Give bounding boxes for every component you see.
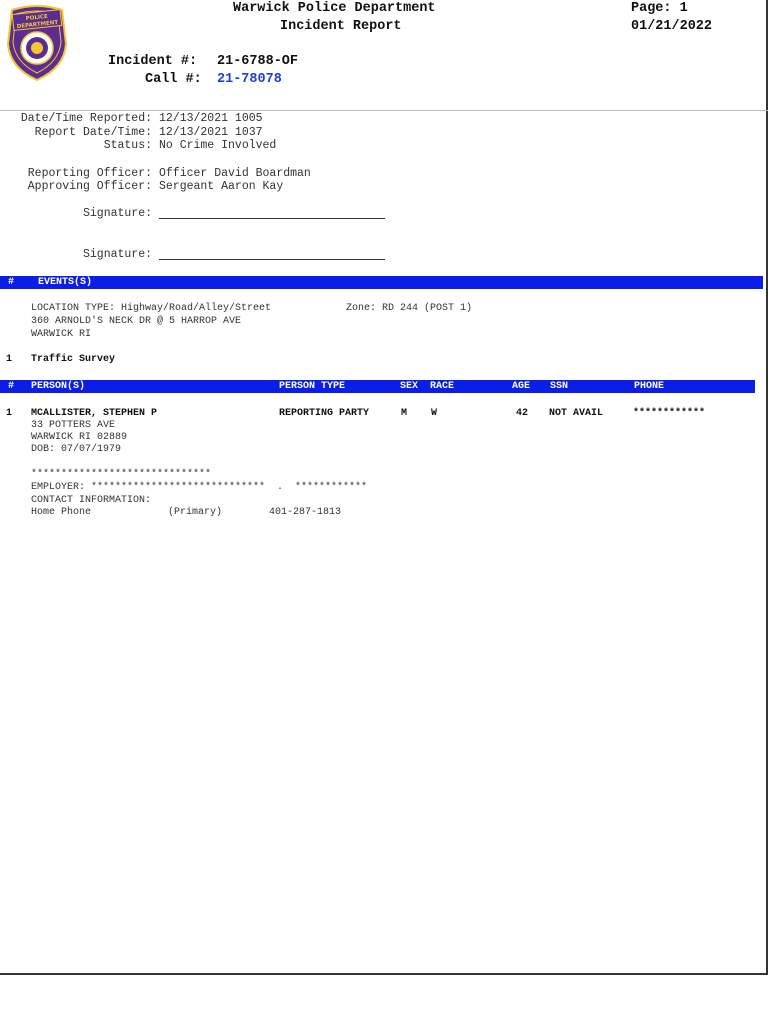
date-reported-label: Date/Time Reported:: [20, 112, 152, 125]
person-dob: DOB: 07/07/1979: [31, 444, 122, 455]
approving-officer-label: Approving Officer:: [27, 180, 152, 193]
signature-label-2: Signature:: [82, 248, 152, 261]
person-redacted-line: ******************************: [31, 469, 212, 480]
signature-line-1: [159, 218, 385, 219]
person-employer: EMPLOYER: ***************************** . ************: [31, 482, 368, 493]
person-ssn: NOT AVAIL: [549, 408, 604, 419]
persons-col-sex: SEX: [400, 381, 419, 392]
reporting-officer-value: Officer David Boardman: [159, 167, 311, 180]
event-zone: Zone: RD 244 (POST 1): [346, 303, 473, 314]
department-name: Warwick Police Department: [233, 1, 436, 16]
page-number: Page: 1: [631, 1, 688, 16]
persons-col-person: PERSON(S): [31, 381, 86, 392]
approving-officer-value: Sergeant Aaron Kay: [159, 180, 284, 193]
incident-number: 21-6788-OF: [217, 54, 299, 69]
report-title: Incident Report: [280, 19, 402, 34]
header-divider: [0, 110, 768, 111]
incident-label: Incident #:: [108, 54, 198, 69]
status-value: No Crime Involved: [159, 139, 277, 152]
persons-col-hash: #: [8, 381, 15, 392]
reporting-officer-label: Reporting Officer:: [27, 167, 152, 180]
person-contact-priority: (Primary): [168, 507, 223, 518]
person-phone: ************: [633, 408, 706, 419]
svg-text:POLICE: POLICE: [25, 13, 49, 23]
call-label: Call #:: [145, 72, 202, 87]
signature-label-1: Signature:: [82, 207, 152, 220]
persons-col-phone: PHONE: [634, 381, 665, 392]
report-date: 01/21/2022: [631, 19, 713, 34]
svg-text:DEPARTMENT: DEPARTMENT: [16, 19, 59, 31]
person-race: W: [431, 408, 438, 419]
persons-col-race: RACE: [430, 381, 455, 392]
person-name: MCALLISTER, STEPHEN P: [31, 408, 158, 419]
signature-line-2: [159, 259, 385, 260]
event-address-line1: 360 ARNOLD'S NECK DR @ 5 HARROP AVE: [31, 316, 242, 327]
events-hash: #: [8, 277, 15, 288]
person-address2: WARWICK RI 02889: [31, 432, 128, 443]
police-badge-logo: [4, 4, 70, 82]
report-datetime-value: 12/13/2021 1037: [159, 126, 263, 139]
person-number: 1: [6, 408, 13, 419]
person-contact-header: CONTACT INFORMATION:: [31, 495, 152, 506]
event-address-line2: WARWICK RI: [31, 329, 92, 340]
report-datetime-label: Report Date/Time:: [34, 126, 152, 139]
date-reported-value: 12/13/2021 1005: [159, 112, 263, 125]
person-contact-type: Home Phone: [31, 507, 92, 518]
events-section-bar: [0, 276, 763, 289]
person-sex: M: [401, 408, 408, 419]
status-label: Status:: [103, 139, 152, 152]
persons-section-bar: [0, 380, 755, 393]
person-age: 42: [516, 408, 529, 419]
events-title: EVENTS(S): [38, 277, 93, 288]
persons-col-age: AGE: [512, 381, 531, 392]
person-address1: 33 POTTERS AVE: [31, 420, 116, 431]
event-item-number: 1: [6, 354, 13, 365]
person-type: REPORTING PARTY: [279, 408, 370, 419]
call-number: 21-78078: [217, 72, 282, 87]
event-item-title: Traffic Survey: [31, 354, 116, 365]
persons-col-ssn: SSN: [550, 381, 569, 392]
persons-col-type: PERSON TYPE: [279, 381, 346, 392]
event-location-type: LOCATION TYPE: Highway/Road/Alley/Street: [31, 303, 272, 314]
person-contact-value: 401-287-1813: [269, 507, 342, 518]
